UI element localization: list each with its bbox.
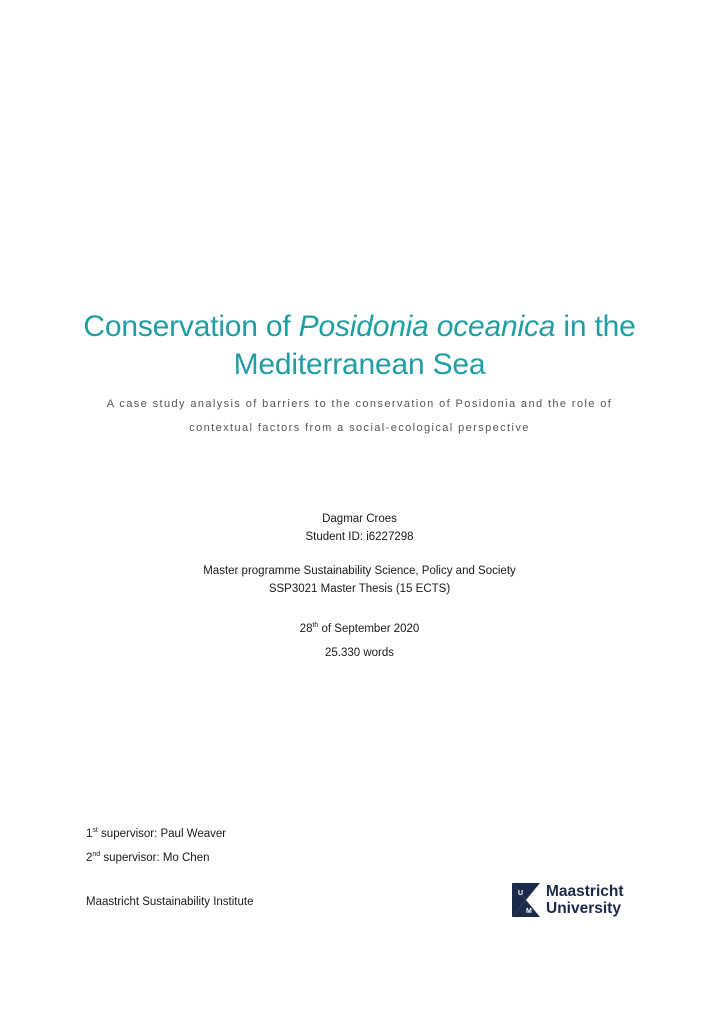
supervisors: [86, 822, 226, 870]
programme: Master programme Sustainability Science, Policy and Society: [203, 565, 516, 577]
second-supervisor: 2nd supervisor: Mo Chen: [86, 851, 210, 864]
first-supervisor: 1st supervisor: Paul Weaver: [86, 827, 227, 840]
logo-text: [546, 883, 624, 917]
institute-name: Maastricht Sustainability Institute: [86, 896, 254, 908]
author-name: Dagmar Croes: [322, 513, 397, 525]
document-subtitle: A case study analysis of barriers to the conservation of Posidonia and the role of contextual factors from a social-ecological perspective: [106, 398, 613, 434]
word-count: 25.330 words: [324, 647, 395, 659]
document-title: [0, 308, 719, 384]
course: SSP3021 Master Thesis (15 ECTS): [268, 583, 451, 595]
author-block: [0, 510, 719, 662]
title-line2: Mediterranean Sea: [233, 348, 486, 381]
logo-line1: Maastricht: [546, 883, 624, 900]
title-italic: Posidonia oceanica: [298, 310, 556, 343]
title-part1: Conservation of: [83, 310, 299, 343]
university-logo: [512, 883, 624, 917]
submission-date: 28th of September 2020: [299, 622, 420, 635]
svg-text:M: M: [526, 908, 532, 915]
logo-line2: University: [546, 900, 621, 917]
svg-text:U: U: [518, 890, 524, 897]
title-part2: in the: [555, 310, 636, 343]
um-logo-icon: [512, 883, 540, 917]
title-block: [0, 308, 719, 440]
student-id: Student ID: i6227298: [305, 531, 414, 543]
